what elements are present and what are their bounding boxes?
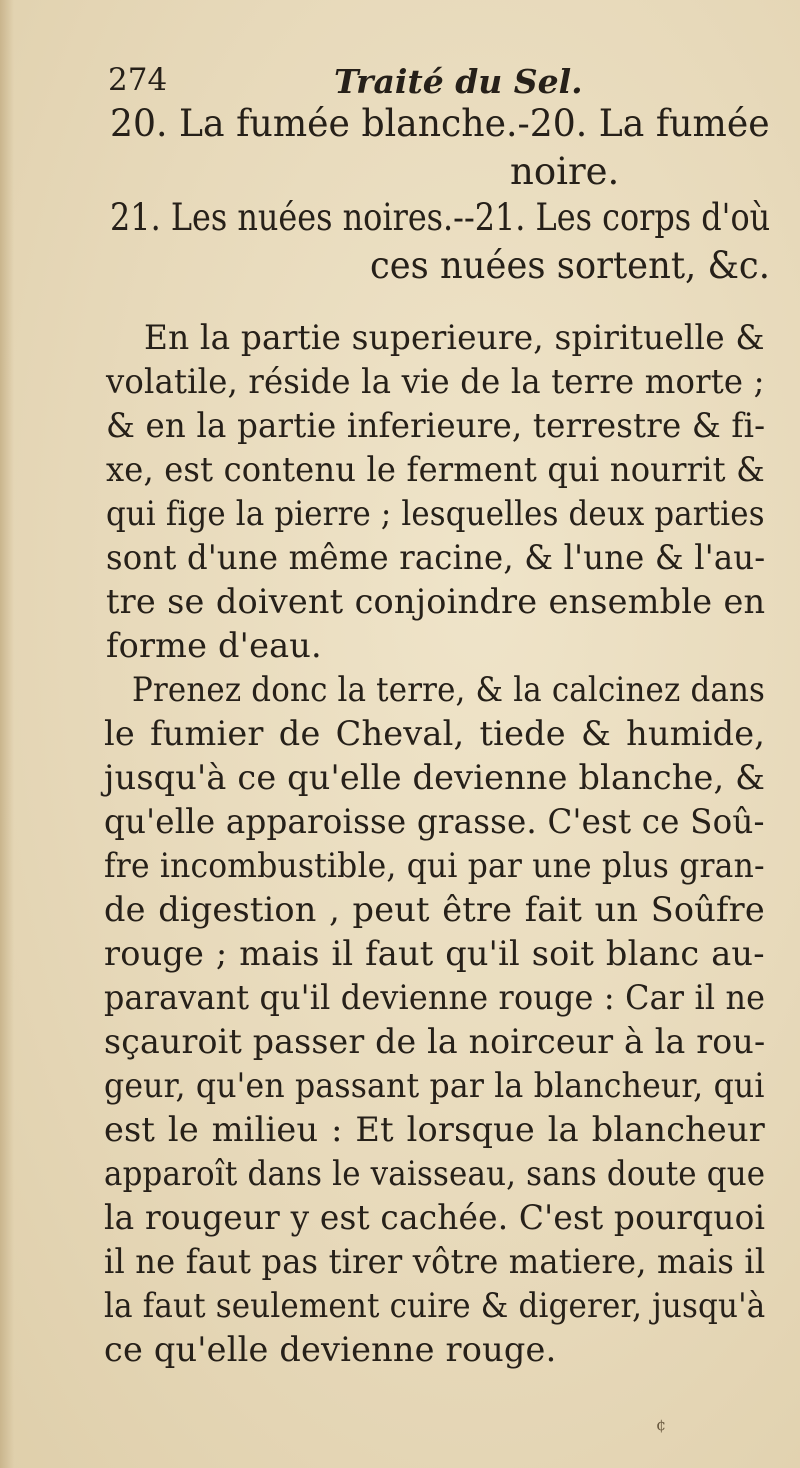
footer-mark: ¢ — [656, 1415, 667, 1434]
text-line: rouge ; mais il faut qu'il soit blanc au- — [104, 934, 765, 973]
text-line: la rougeur y est cachée. C'est pourquoi — [104, 1198, 766, 1237]
text-line: la faut seulement cuire & digerer, jusqu'à — [104, 1286, 766, 1325]
text-line: il ne faut pas tirer vôtre matiere, mais il — [104, 1242, 766, 1281]
text-line: geur, qu'en passant par la blancheur, qui — [104, 1066, 765, 1105]
running-title: Traité du Sel. — [334, 62, 583, 101]
text-line: sont d'une même racine, & l'une & l'au- — [106, 538, 766, 577]
text-line: volatile, réside la vie de la terre morte ; — [106, 362, 765, 401]
page-number: 274 — [108, 62, 168, 98]
text-line: forme d'eau. — [106, 626, 322, 665]
text-line: & en la partie inferieure, terrestre & fi- — [106, 406, 766, 445]
page-fold-shadow — [0, 0, 14, 1468]
text-line: apparoît dans le vaisseau, sans doute que — [104, 1154, 766, 1193]
text-line: qu'elle apparoisse grasse. C'est ce Soû- — [104, 802, 765, 841]
toc-line: 21. Les nuées noires.--21. Les corps d'où — [110, 196, 771, 239]
toc-line: ces nuées sortent, &c. — [370, 244, 770, 287]
text-line: Prenez donc la terre, & la calcinez dans — [132, 670, 766, 709]
text-line: jusqu'à ce qu'elle devienne blanche, & — [104, 758, 766, 797]
page-header — [108, 62, 768, 106]
text-line: le fumier de Cheval, tiede & humide, — [104, 714, 766, 753]
toc-line: noire. — [510, 150, 620, 193]
text-line: paravant qu'il devienne rouge : Car il ne — [104, 978, 766, 1017]
text-line: En la partie superieure, spirituelle & — [144, 318, 765, 357]
toc-line: 20. La fumée blanche.-20. La fumée — [110, 102, 770, 145]
text-line: sçauroit passer de la noirceur à la rou- — [104, 1022, 766, 1061]
text-line: est le milieu : Et lorsque la blancheur — [104, 1110, 765, 1149]
text-line: qui fige la pierre ; lesquelles deux parties — [106, 494, 765, 533]
text-line: ce qu'elle devienne rouge. — [104, 1330, 557, 1369]
text-line: fre incombustible, qui par une plus gran- — [104, 846, 765, 885]
text-line: tre se doivent conjoindre ensemble en — [106, 582, 766, 621]
text-line: xe, est contenu le ferment qui nourrit & — [106, 450, 765, 489]
text-line: de digestion , peut être fait un Soûfre — [104, 890, 765, 929]
